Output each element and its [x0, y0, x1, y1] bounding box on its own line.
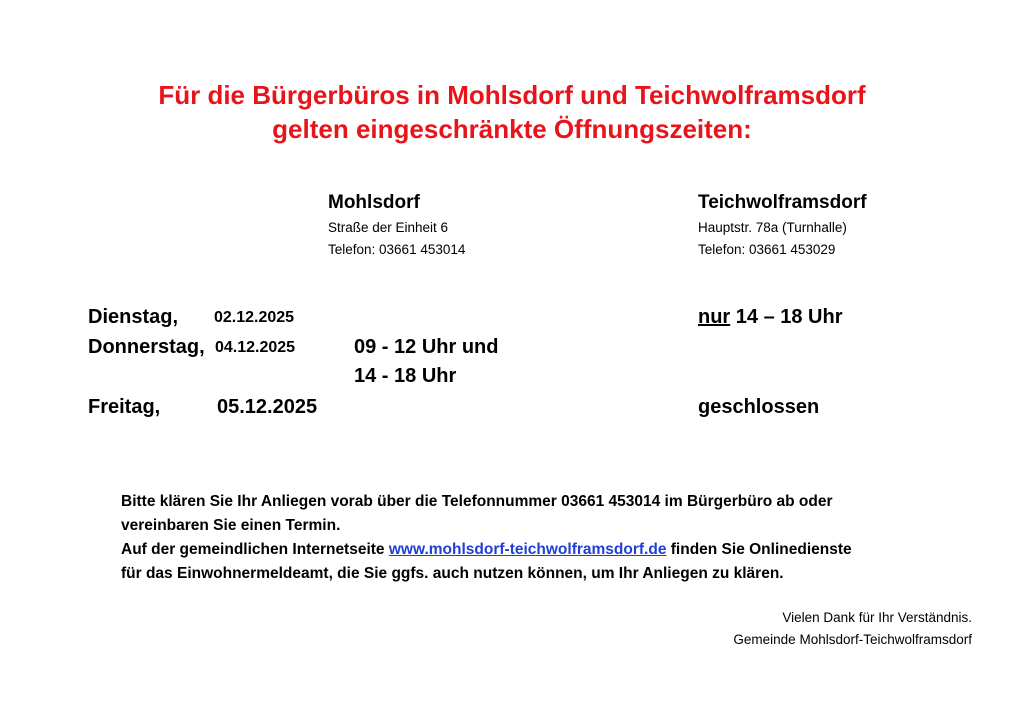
- schedule-mohlsdorf-thursday-2: 14 - 18 Uhr: [354, 365, 457, 387]
- location-phone-teichwolframsdorf: Telefon: 03661 453029: [698, 242, 836, 257]
- schedule-day-thursday: Donnerstag,: [88, 336, 205, 358]
- schedule-date-tuesday: 02.12.2025: [214, 309, 295, 326]
- info-line-3-after: finden Sie Onlinedienste: [666, 541, 852, 558]
- location-address-mohlsdorf: Straße der Einheit 6: [328, 220, 449, 235]
- closing-signature: Gemeinde Mohlsdorf-Teichwolframsdorf: [733, 632, 972, 647]
- closing-thanks: Vielen Dank für Ihr Verständnis.: [782, 610, 972, 625]
- schedule-teich-tuesday-prefix: nur: [698, 306, 731, 328]
- info-line-3-before: Auf der gemeindlichen Internetseite: [121, 541, 389, 558]
- schedule-day-tuesday: Dienstag,: [88, 306, 179, 328]
- location-name-mohlsdorf: Mohlsdorf: [328, 192, 420, 213]
- website-link[interactable]: www.mohlsdorf-teichwolframsdorf.de: [388, 541, 667, 558]
- schedule-mohlsdorf-thursday-1: 09 - 12 Uhr und: [354, 336, 499, 358]
- info-line-4: für das Einwohnermeldeamt, die Sie ggfs. auch nutzen können, um Ihr Anliegen zu klären.: [121, 565, 784, 582]
- schedule-teich-friday: geschlossen: [698, 396, 820, 418]
- schedule-day-friday: Freitag,: [88, 396, 161, 418]
- location-phone-mohlsdorf: Telefon: 03661 453014: [328, 242, 466, 257]
- schedule-date-friday: 05.12.2025: [217, 396, 318, 418]
- schedule-teich-tuesday-hours: 14 – 18 Uhr: [730, 306, 843, 328]
- info-line-2: vereinbaren Sie einen Termin.: [121, 517, 341, 534]
- page-title-line-2: gelten eingeschränkte Öffnungszeiten:: [272, 114, 752, 144]
- location-name-teichwolframsdorf: Teichwolframsdorf: [698, 192, 867, 213]
- schedule-date-thursday: 04.12.2025: [215, 339, 296, 356]
- schedule-teich-tuesday: [698, 306, 843, 329]
- location-address-teichwolframsdorf: Hauptstr. 78a (Turnhalle): [698, 220, 847, 235]
- info-line-1: Bitte klären Sie Ihr Anliegen vorab über die Telefonnummer 03661 453014 im Bürgerbüro ab oder: [121, 493, 833, 510]
- page-title-line-1: Für die Bürgerbüros in Mohlsdorf und Teichwolframsdorf: [158, 80, 866, 110]
- info-line-3: [121, 538, 852, 562]
- info-paragraph: [121, 490, 852, 586]
